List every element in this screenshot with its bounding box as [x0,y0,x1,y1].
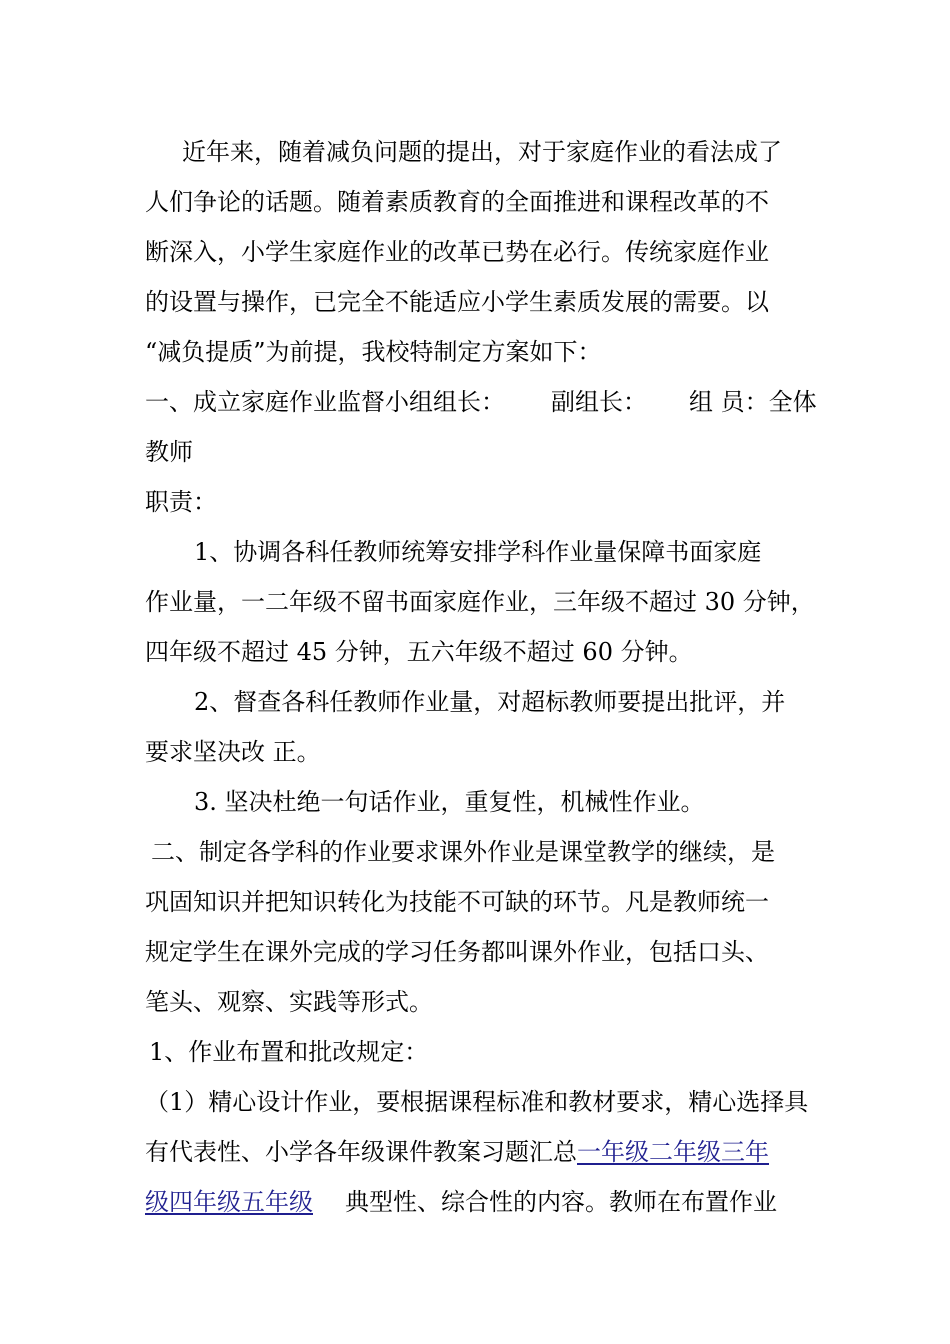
vice-leader-label: 副组长： [551,388,647,416]
item1-line-3 [145,1177,817,1227]
section2-line-1: 二、制定各学科的作业要求课外作业是课堂教学的继续，是 [151,838,775,866]
duty-2-line-1: 2、督查各科任教师作业量，对超标教师要提出批评，并 [194,688,786,716]
document-body [145,127,817,1227]
section2-line-3: 规定学生在课外完成的学习任务都叫课外作业，包括口头、 [145,938,769,966]
item1-line-3-tail: 典型性、综合性的内容。教师在布置作业 [345,1188,777,1216]
link-grade-2[interactable]: 二年级 [649,1138,721,1166]
item1-line-1: （1）精心设计作业，要根据课程标准和教材要求，精心选择具 [145,1088,809,1116]
duty-1-line-3: 四年级不超过 45 分钟，五六年级不超过 60 分钟。 [145,638,693,666]
duty-2-line-2: 要求坚决改 正。 [145,738,321,766]
link-grade-4[interactable]: 四年级 [169,1188,241,1216]
link-grade-5[interactable]: 五年级 [241,1188,313,1216]
link-grade-3[interactable]: 三年 [721,1138,769,1166]
intro-line-2: 人们争论的话题。随着素质教育的全面推进和课程改革的不 [145,188,769,216]
item1-line-2 [145,1127,817,1177]
members-label: 组 员：全体 [689,388,817,416]
intro-line-3: 断深入，小学生家庭作业的改革已势在必行。传统家庭作业 [145,238,769,266]
intro-line-5: “减负提质”为前提，我校特制定方案如下： [145,338,602,366]
section1-heading-line [145,377,817,427]
link-grade-1[interactable]: 一年级 [577,1138,649,1166]
sub-heading-1: 1、作业布置和批改规定： [149,1038,429,1066]
duty-1-line-2: 作业量，一二年级不留书面家庭作业，三年级不超过 30 分钟， [145,588,815,616]
duty-label: 职责： [145,488,217,516]
section1-heading: 一、成立家庭作业监督小组组长： [145,388,505,416]
duty-1-line-1: 1、协调各科任教师统筹安排学科作业量保障书面家庭 [194,538,762,566]
section2-line-2: 巩固知识并把知识转化为技能不可缺的环节。凡是教师统一 [145,888,769,916]
section2-line-4: 笔头、观察、实践等形式。 [145,988,433,1016]
link-grade-3-cont[interactable]: 级 [145,1188,169,1216]
duty-3-line-1: 3. 坚决杜绝一句话作业，重复性，机械性作业。 [194,788,705,816]
intro-line-1: 近年来，随着减负问题的提出，对于家庭作业的看法成了 [182,138,782,166]
item1-line-2-text: 有代表性、小学各年级课件教案习题汇总 [145,1138,577,1166]
members-continuation: 教师 [145,438,193,466]
intro-line-4: 的设置与操作，已完全不能适应小学生素质发展的需要。以 [145,288,769,316]
